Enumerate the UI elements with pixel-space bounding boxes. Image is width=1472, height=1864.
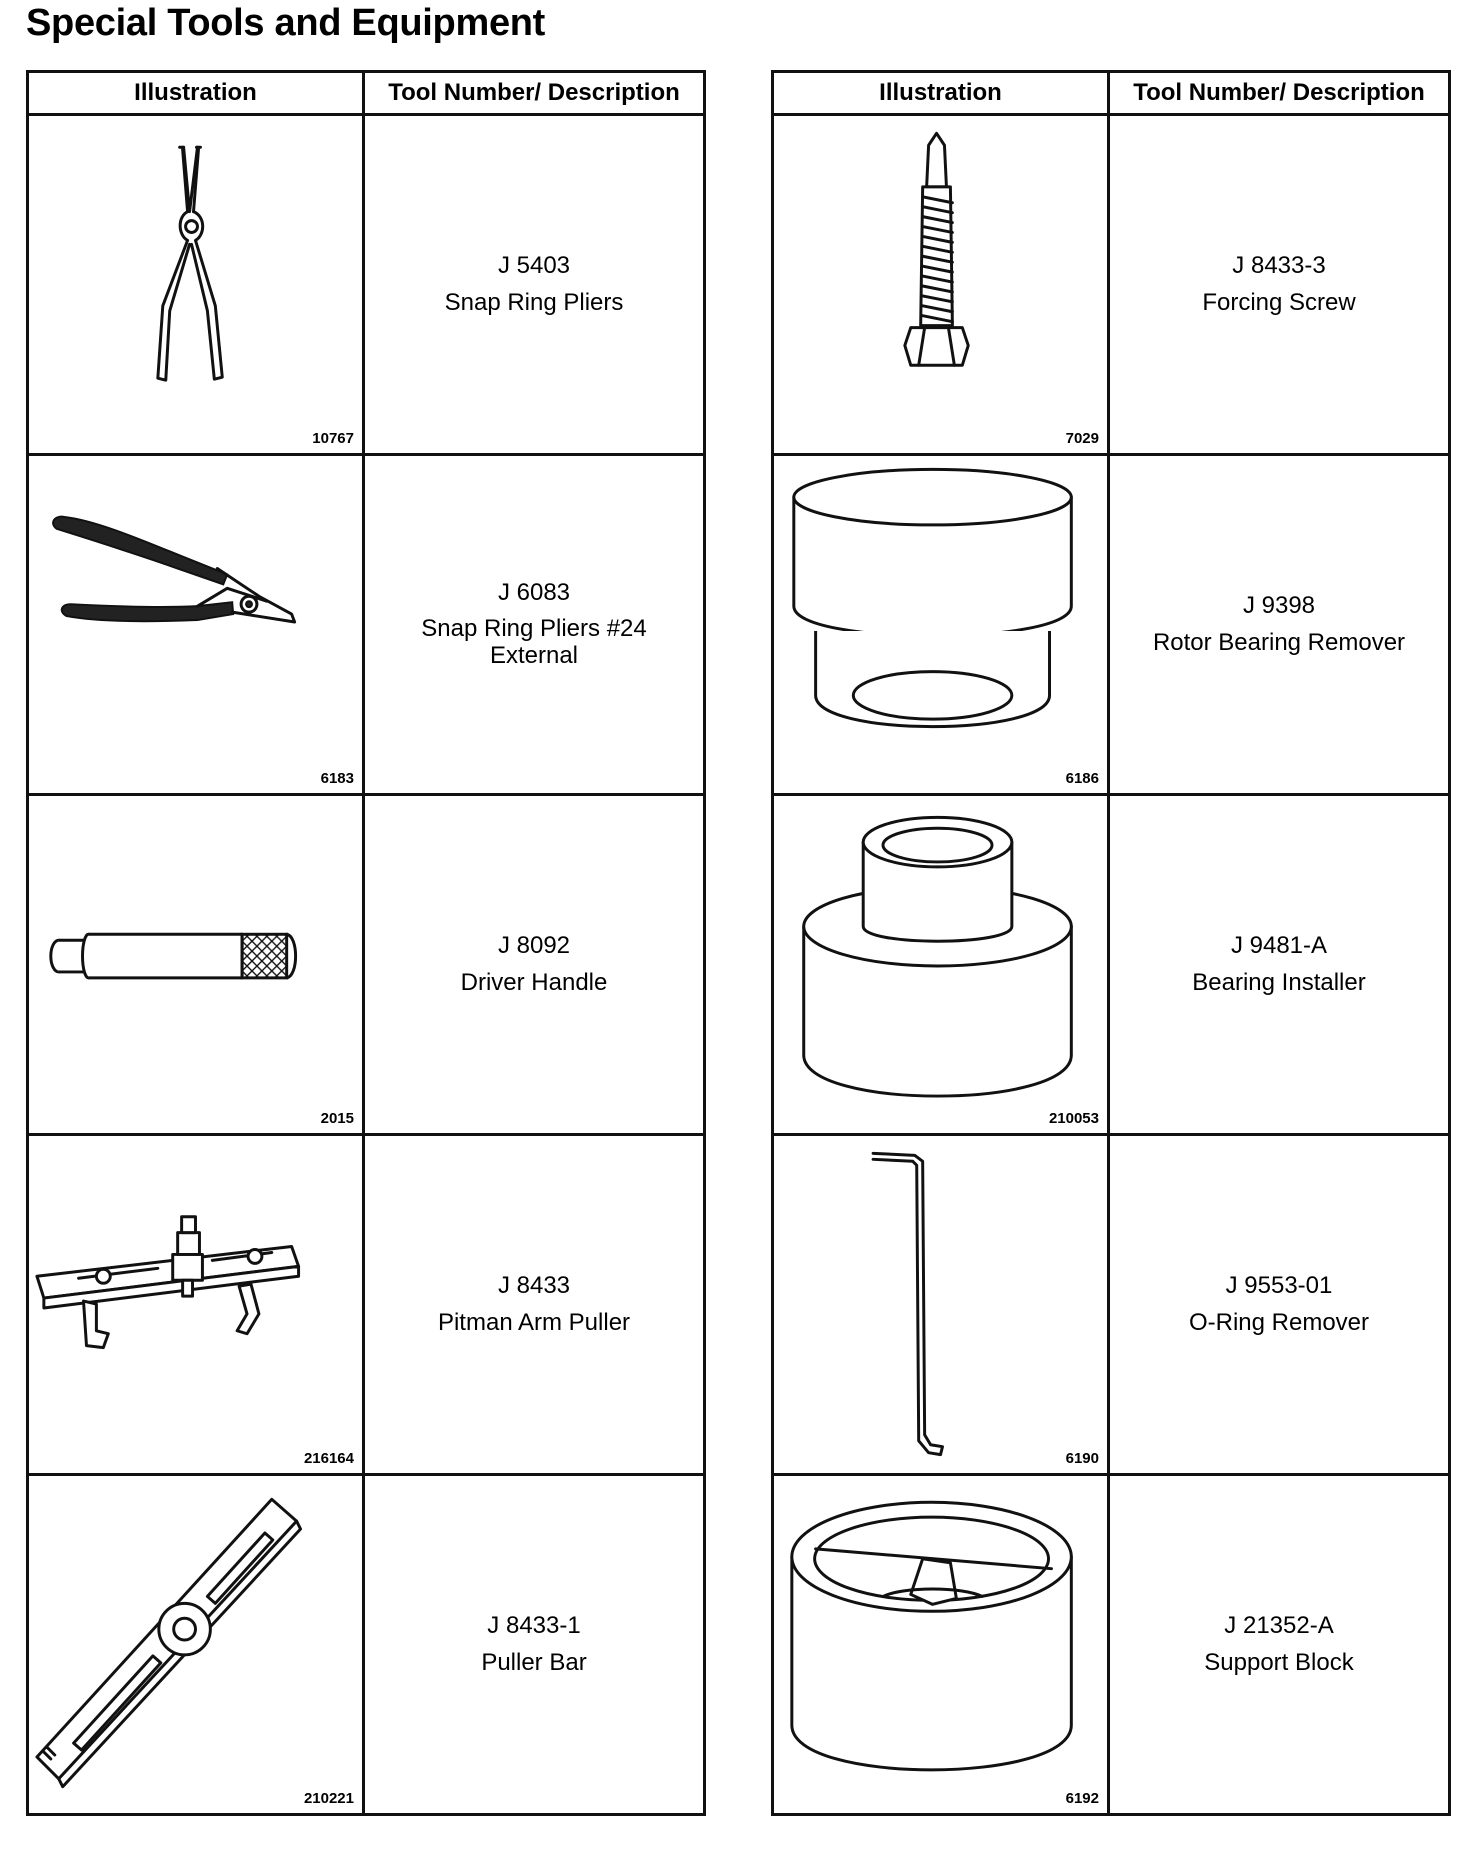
tool-number: J 9398 xyxy=(1242,592,1316,620)
table-row xyxy=(773,1135,1450,1475)
table-row xyxy=(28,455,705,795)
table-row xyxy=(773,455,1450,795)
tool-description: Snap Ring Pliers xyxy=(444,288,624,316)
tool-description: Support Block xyxy=(1204,1648,1354,1676)
illustration-cell xyxy=(28,455,364,795)
o-ring-remover-icon xyxy=(774,1136,1107,1473)
rotor-bearing-remover-icon xyxy=(774,456,1107,793)
description-cell xyxy=(364,1475,705,1815)
tool-number: J 9553-01 xyxy=(1225,1272,1333,1300)
illustration-header: Illustration xyxy=(28,72,364,115)
illustration-cell xyxy=(773,795,1109,1135)
figure-number: 2015 xyxy=(320,1110,354,1127)
table-header-row xyxy=(28,72,705,115)
description-cell xyxy=(364,1135,705,1475)
table-row xyxy=(28,115,705,455)
illustration-header: Illustration xyxy=(773,72,1109,115)
tool-description-header: Tool Number/ Description xyxy=(364,72,705,115)
description-cell xyxy=(364,455,705,795)
tool-description: O-Ring Remover xyxy=(1188,1308,1370,1336)
tool-description: Rotor Bearing Remover xyxy=(1152,628,1406,656)
figure-number: 6186 xyxy=(1065,770,1099,787)
illustration-cell xyxy=(773,455,1109,795)
illustration-cell xyxy=(28,1475,364,1815)
figure-number: 10767 xyxy=(312,430,354,447)
tool-number: J 8433 xyxy=(497,1272,571,1300)
description-cell xyxy=(1109,795,1450,1135)
tool-number: J 8092 xyxy=(497,932,571,960)
description-cell xyxy=(1109,1135,1450,1475)
tool-description-header: Tool Number/ Description xyxy=(1109,72,1450,115)
figure-number: 6190 xyxy=(1065,1450,1099,1467)
figure-number: 6183 xyxy=(320,770,354,787)
bearing-installer-icon xyxy=(774,796,1107,1133)
driver-handle-icon xyxy=(29,796,362,1133)
table-row xyxy=(28,1475,705,1815)
illustration-cell xyxy=(28,115,364,455)
tool-number: J 6083 xyxy=(497,578,571,606)
tool-number: J 5403 xyxy=(497,252,571,280)
description-cell xyxy=(1109,455,1450,795)
tools-table-right xyxy=(771,70,1451,1816)
tools-table-left xyxy=(26,70,706,1816)
tool-description: Puller Bar xyxy=(481,1648,587,1676)
description-cell xyxy=(364,115,705,455)
forcing-screw-icon xyxy=(774,116,1107,453)
page-title: Special Tools and Equipment xyxy=(26,2,546,44)
figure-number: 210053 xyxy=(1048,1110,1099,1127)
tool-number: J 9481-A xyxy=(1230,932,1328,960)
tool-description: Pitman Arm Puller xyxy=(437,1308,631,1336)
illustration-cell xyxy=(773,115,1109,455)
figure-number: 7029 xyxy=(1065,430,1099,447)
tool-number: J 21352-A xyxy=(1224,1612,1334,1640)
description-cell xyxy=(364,795,705,1135)
tool-description: Snap Ring Pliers #24 External xyxy=(421,615,647,669)
illustration-cell xyxy=(28,795,364,1135)
illustration-cell xyxy=(773,1475,1109,1815)
table-row xyxy=(28,1135,705,1475)
description-cell xyxy=(1109,115,1450,455)
illustration-cell xyxy=(773,1135,1109,1475)
pitman-arm-puller-icon xyxy=(29,1136,362,1473)
external-snap-ring-pliers-icon xyxy=(29,456,362,793)
table-header-row xyxy=(773,72,1450,115)
figure-number: 210221 xyxy=(303,1790,354,1807)
figure-number: 216164 xyxy=(303,1450,354,1467)
tool-description: Bearing Installer xyxy=(1192,968,1366,996)
tool-description: Driver Handle xyxy=(460,968,608,996)
tool-number: J 8433-1 xyxy=(487,1612,581,1640)
support-block-icon xyxy=(774,1476,1107,1813)
table-row xyxy=(773,1475,1450,1815)
tool-description: Forcing Screw xyxy=(1202,288,1356,316)
figure-number: 6192 xyxy=(1065,1790,1099,1807)
table-row xyxy=(773,795,1450,1135)
description-cell xyxy=(1109,1475,1450,1815)
illustration-cell xyxy=(28,1135,364,1475)
table-row xyxy=(773,115,1450,455)
snap-ring-pliers-icon xyxy=(29,116,362,453)
tool-number: J 8433-3 xyxy=(1232,252,1326,280)
table-row xyxy=(28,795,705,1135)
puller-bar-icon xyxy=(29,1476,362,1813)
